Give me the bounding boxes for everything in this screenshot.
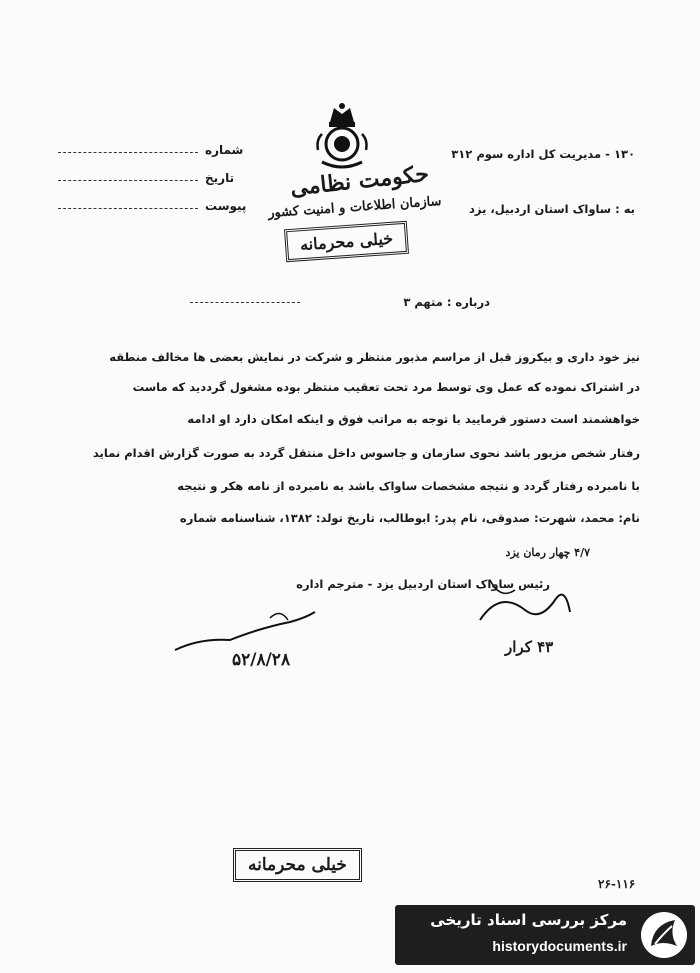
body-line-2: در اشتراک نموده که عمل وی توسط مرد تحت تعقیب منتظر بوده مشغول گرددید که ماست — [132, 380, 640, 394]
body-line-6: نام: محمد، شهرت: صدوقی، نام پدر: ابوطالب، تاریخ تولد: ۱۳۸۲، شناسنامه شماره — [179, 511, 640, 525]
book-leaf-logo-icon — [639, 910, 689, 960]
document-code: ۲۶-۱۱۶ — [598, 877, 636, 891]
attachment-blank — [58, 208, 198, 209]
right-signature-icon — [470, 560, 580, 640]
archive-url: historydocuments.ir — [492, 938, 627, 954]
org-title: حکومت نظامی — [289, 160, 431, 202]
recipient-line: به : ساواک استان اردبیل، یزد — [469, 202, 635, 216]
org-subtitle: سازمان اطلاعات و امنیت کشور — [267, 193, 442, 222]
handwritten-number: ۴۳ کرار — [505, 638, 554, 656]
body-line-5: با نامبرده رفتار گردد و نتیجه مشخصات ساواک باشد به نامبرده از نامه هکر و نتیجه — [177, 479, 640, 493]
number-blank — [58, 152, 198, 153]
date-label: تاریخ — [205, 171, 235, 185]
reference-line: ۱۳۰ - مدیریت کل اداره سوم ۳۱۲ — [451, 147, 635, 161]
body-line-4: رفتار شخص مزبور باشد نحوی سازمان و جاسوس داخل منتقل گردد به صورت گزارش اقدام نماید — [92, 446, 640, 460]
lion-and-sun-crown-icon — [312, 100, 372, 172]
subject-line: درباره : متهم ۳ — [403, 295, 490, 309]
handwritten-date: ۵۲/۸/۲۸ — [232, 650, 291, 670]
marginal-note: ۴/۷ چهار رمان یزد — [505, 546, 590, 559]
attachment-label: پیوست — [205, 199, 247, 213]
body-line-1: نیز خود داری و بیکروز قبل از مراسم مذبور منتظر و شرکت در نمایش بعضی ها مخالف منطقه — [109, 350, 640, 364]
body-line-3: خواهشمند است دستور فرمایید با توجه به مراتب فوق و اینکه امکان دارد او ادامه — [187, 412, 640, 426]
signature-caption: رئیس ساواک استان اردبیل یزد - مترجم اداره — [296, 577, 550, 591]
left-signature-icon — [170, 598, 320, 658]
top-classification-stamp: خیلی محرمانه — [284, 221, 409, 263]
subject-dash — [190, 302, 300, 303]
archive-title: مرکز بررسی اسناد تاریخی — [430, 911, 627, 929]
number-label: شماره — [205, 143, 244, 157]
archive-footer — [395, 905, 695, 965]
date-blank — [58, 180, 198, 181]
bottom-classification-stamp: خیلی محرمانه — [233, 848, 362, 882]
